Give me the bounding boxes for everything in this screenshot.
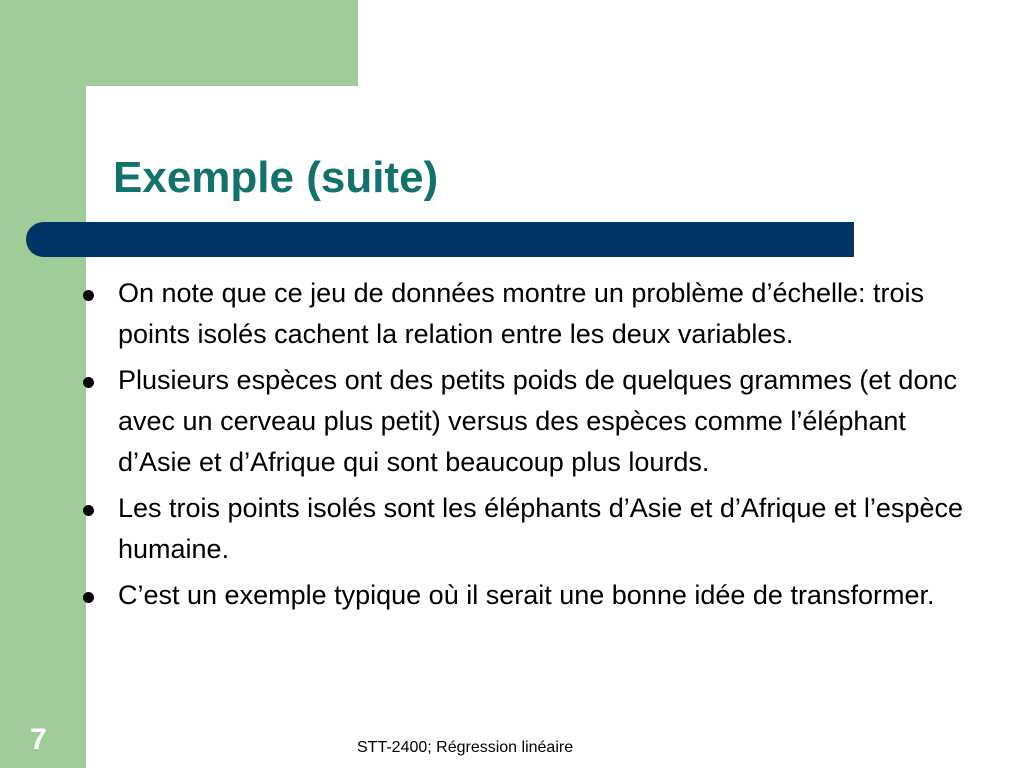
footer-text: STT-2400; Régression linéaire [357, 739, 574, 756]
bullet-dot-icon [83, 290, 94, 301]
bullet-item [78, 360, 978, 483]
slide-title: Exemple (suite) [113, 153, 439, 202]
background-green-top [0, 0, 358, 86]
bullet-text: Les trois points isolés sont les éléphants d’Asie et d’Afrique et l’espèce humaine. [118, 493, 963, 564]
bullet-text: On note que ce jeu de données montre un problème d’échelle: trois points isolés cachent la relation entre les deux variables. [118, 278, 925, 349]
bullet-dot-icon [83, 377, 94, 388]
bullet-text: C’est un exemple typique où il serait une bonne idée de transformer. [118, 580, 935, 610]
bullet-dot-icon [83, 592, 94, 603]
bullet-dot-icon [83, 505, 94, 516]
title-underline-bar [26, 222, 854, 257]
bullet-item [78, 273, 978, 355]
bullet-text: Plusieurs espèces ont des petits poids de quelques grammes (et donc avec un cerveau plus petit) versus des espèces comme l’éléphant d’Asie et d’Afrique qui sont beaucoup plus lourds. [118, 365, 957, 477]
bullet-list [78, 273, 978, 621]
bullet-item [78, 488, 978, 570]
bullet-item [78, 575, 978, 616]
background-green-left [0, 0, 86, 768]
page-number: 7 [30, 723, 47, 756]
